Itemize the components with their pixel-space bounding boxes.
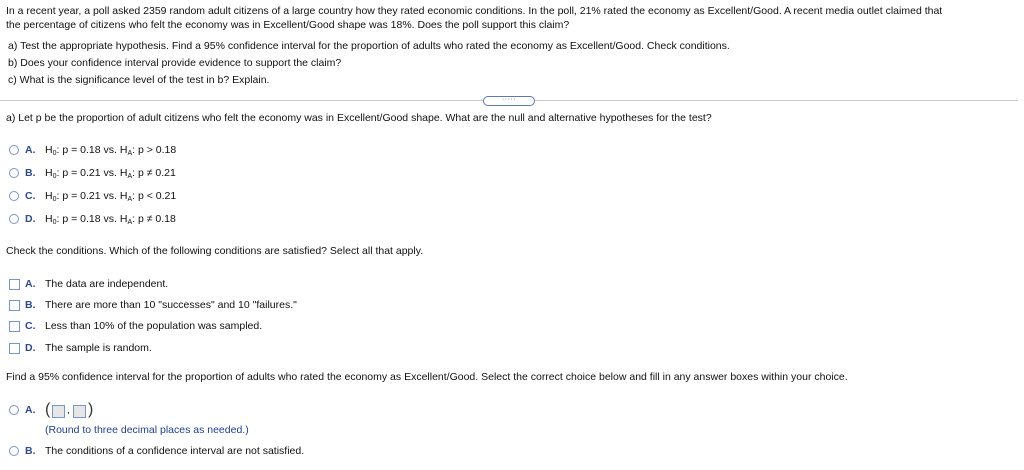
hypothesis-text: $H_0$: p = 0.18 vs. $H_A$: p ≠ 0.18 [45, 213, 176, 226]
problem-statement [6, 5, 1018, 32]
null-hypothesis: p = 0.18 [62, 213, 101, 225]
alt-hypothesis: p ≠ 0.18 [137, 213, 176, 225]
vs-label: vs. [103, 190, 117, 202]
h-label: H [45, 213, 53, 225]
vs-label: vs. [103, 213, 117, 225]
h-sub: A [127, 173, 133, 180]
alt-hypothesis: p ≠ 0.21 [137, 167, 176, 179]
ci-question: Find a 95% confidence interval for the proportion of adults who rated the economy as Excellent/Good. Select the correct choice below and fill in any answer boxes within your choice. [6, 371, 848, 383]
hypothesis-radio[interactable] [9, 214, 19, 224]
null-hypothesis: p = 0.21 [62, 167, 101, 179]
null-hypothesis: p = 0.21 [62, 190, 101, 202]
condition-text: The data are independent. [45, 278, 169, 290]
condition-letter: C. [25, 320, 36, 332]
ci-rounding-hint: (Round to three decimal places as needed.) [45, 424, 249, 436]
h-label: H [119, 167, 128, 179]
condition-letter: B. [25, 299, 36, 311]
hypothesis-letter: B. [25, 167, 36, 179]
h-sub: 0 [52, 196, 57, 203]
close-paren: ) [88, 401, 94, 418]
hypothesis-radio[interactable] [9, 191, 19, 201]
condition-checkbox[interactable] [9, 300, 20, 311]
condition-text: The sample is random. [45, 342, 152, 354]
hypothesis-letter: D. [25, 213, 36, 225]
ci-upper-input[interactable] [73, 405, 86, 418]
null-hypothesis: p = 0.18 [62, 144, 101, 156]
h-label: H [119, 190, 128, 202]
h-sub: 0 [52, 150, 57, 157]
ci-option-b-text: The conditions of a confidence interval are not satisfied. [45, 445, 305, 457]
hypothesis-letter: C. [25, 190, 36, 202]
conditions-question: Check the conditions. Which of the following conditions are satisfied? Select all that apply. [6, 245, 424, 257]
condition-checkbox[interactable] [9, 343, 20, 354]
condition-letter: D. [25, 342, 36, 354]
hypothesis-text: $H_0$: p = 0.18 vs. $H_A$: p > 0.18 [45, 144, 177, 157]
condition-text: There are more than 10 "successes" and 10 "failures." [45, 299, 297, 311]
hypothesis-letter: A. [25, 144, 36, 156]
ci-option-b-letter: B. [25, 445, 36, 457]
problem-part-a: a) Test the appropriate hypothesis. Find a 95% confidence interval for the proportion of adults who rated the economy as Excellent/Good. Check conditions. [8, 40, 730, 52]
h-label: H [119, 144, 128, 156]
alt-hypothesis: p > 0.18 [137, 144, 177, 156]
h-sub: A [127, 219, 133, 226]
h-label: H [119, 213, 128, 225]
condition-checkbox[interactable] [9, 279, 20, 290]
ci-option-b-radio[interactable] [9, 446, 19, 456]
ci-lower-input[interactable] [52, 405, 65, 418]
h-sub: 0 [52, 173, 57, 180]
ci-option-a-radio[interactable] [9, 405, 19, 415]
h-label: H [45, 190, 53, 202]
h-label: H [45, 144, 53, 156]
hypothesis-radio[interactable] [9, 145, 19, 155]
ci-option-a-letter: A. [25, 404, 36, 416]
hypothesis-radio[interactable] [9, 168, 19, 178]
alt-hypothesis: p < 0.21 [137, 190, 177, 202]
problem-part-c: c) What is the significance level of the test in b? Explain. [8, 74, 270, 86]
condition-text: Less than 10% of the population was sampled. [45, 320, 263, 332]
condition-checkbox[interactable] [9, 321, 20, 332]
h-sub: 0 [52, 219, 57, 226]
h-sub: A [127, 150, 133, 157]
vs-label: vs. [103, 144, 117, 156]
open-paren: ( [45, 401, 51, 418]
problem-line-2: the percentage of citizens who felt the economy was in Excellent/Good shape was 18%. Does the poll support this claim? [6, 18, 570, 31]
vs-label: vs. [103, 167, 117, 179]
h-label: H [45, 167, 53, 179]
problem-line-1: In a recent year, a poll asked 2359 random adult citizens of a large country how they rated economic conditions. In the poll, 21% rated the economy as Excellent/Good. A recent media outlet claimed that [6, 5, 943, 17]
h-sub: A [127, 196, 133, 203]
comma: , [67, 405, 70, 416]
hypothesis-text: $H_0$: p = 0.21 vs. $H_A$: p < 0.21 [45, 190, 177, 203]
hypotheses-question: a) Let p be the proportion of adult citizens who felt the economy was in Excellent/Good shape. What are the null and alternative hypotheses for the test? [6, 112, 712, 124]
hypothesis-text: $H_0$: p = 0.21 vs. $H_A$: p ≠ 0.21 [45, 167, 176, 180]
problem-part-b: b) Does your confidence interval provide evidence to support the claim? [8, 57, 342, 69]
condition-letter: A. [25, 278, 36, 290]
expand-more-button[interactable]: ····· [483, 96, 535, 106]
